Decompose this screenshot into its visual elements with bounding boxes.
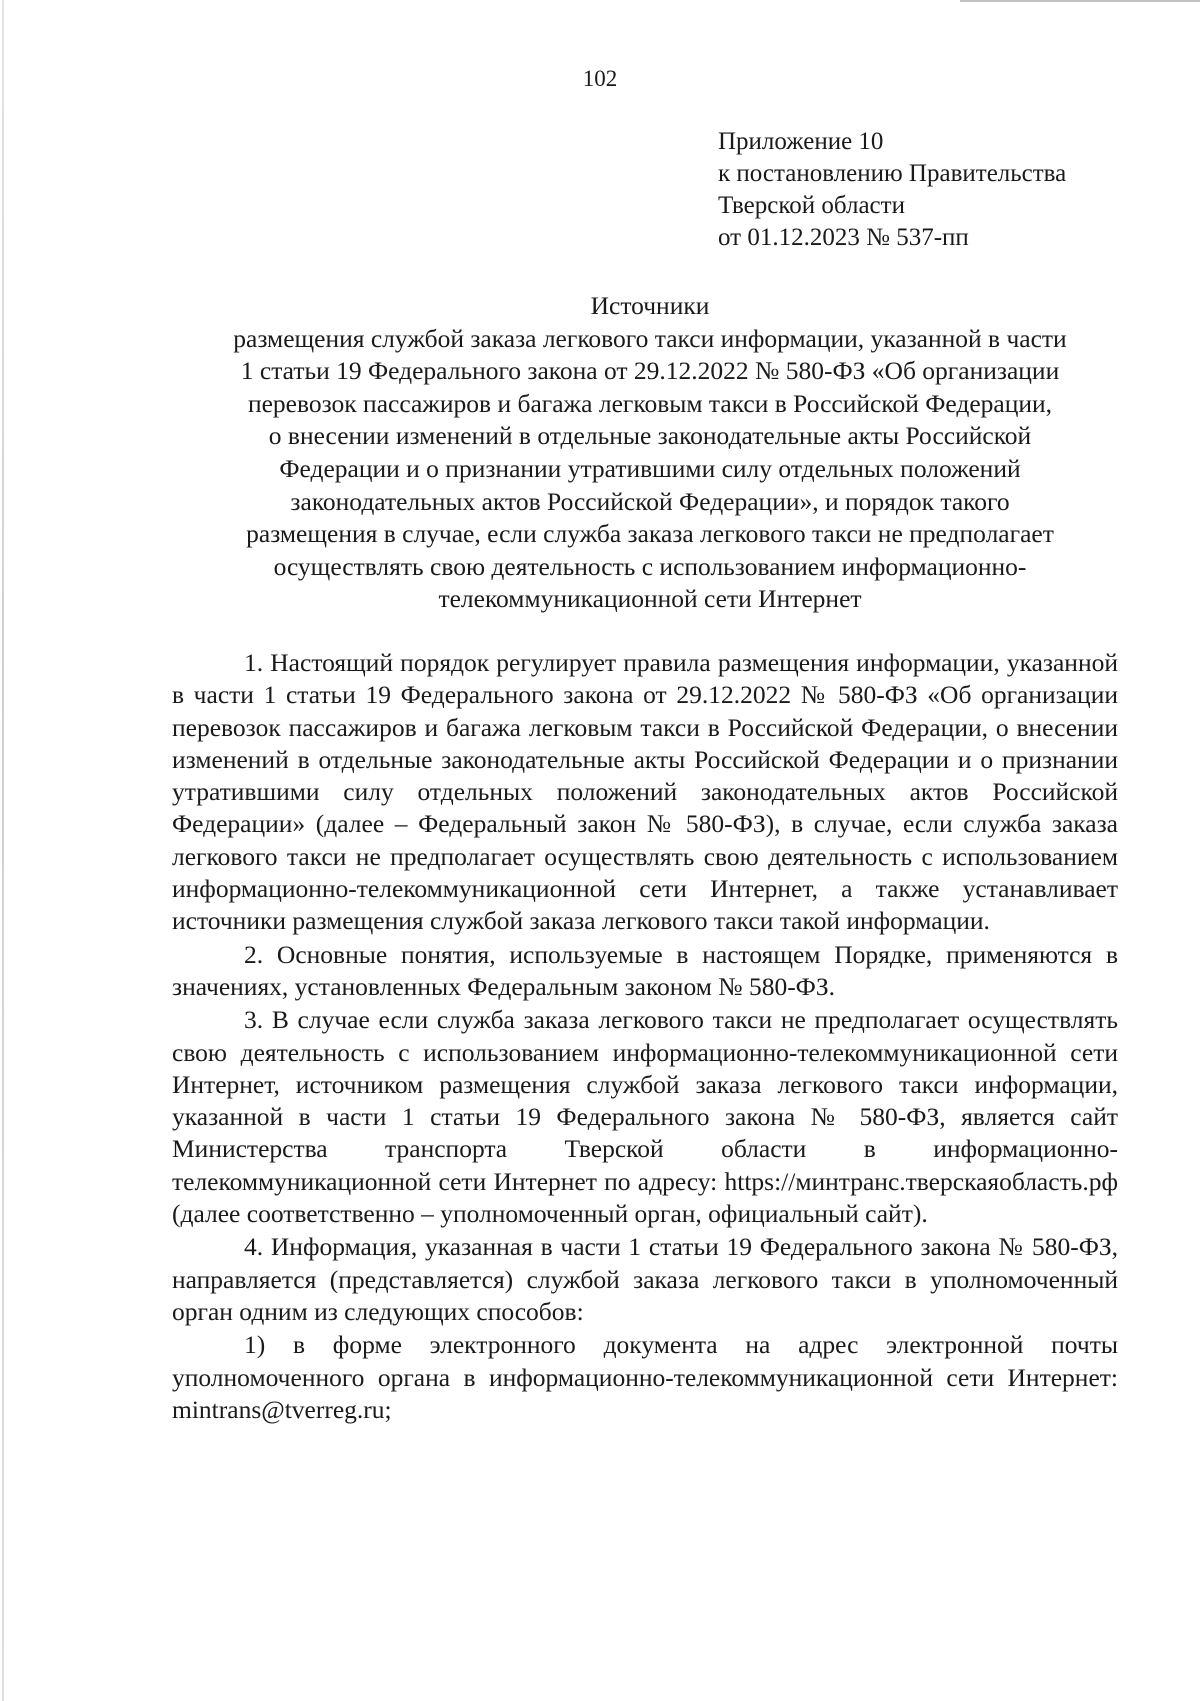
appendix-line-1: Приложение 10: [718, 128, 884, 155]
title-line: осуществлять свою деятельность с использованием информационно-: [273, 551, 1027, 581]
paragraph-3: 3. В случае если служба заказа легкового такси не предполагает осуществлять свою деятельность с использованием информационно-телекоммуникационной сети Интернет, источником размещения службой заказа легкового такси информации, указанной в части 1 статьи 19 Федерального закона № 580-ФЗ, является сайт Министерства транспорта Тверской области в информационно-телекоммуникационной сети Интернет по адресу: https://минтранс.тверскаяобласть.рф (далее соответственно – уполномоченный орган, официальный сайт).: [172, 1005, 1118, 1229]
title-line: телекоммуникационной сети Интернет: [438, 584, 862, 614]
title-line: Федерации и о признании утратившими силу отдельных положений: [279, 453, 1021, 483]
document-title: [170, 290, 1130, 616]
appendix-line-3: Тверской области: [718, 192, 905, 219]
paragraph-2: 2. Основные понятия, используемые в настоящем Порядке, применяются в значениях, установленных Федеральным законом № 580-ФЗ.: [172, 939, 1118, 1001]
title-line: перевозок пассажиров и багажа легковым такси в Российской Федерации,: [247, 388, 1053, 418]
appendix-line-4: от 01.12.2023 № 537-пп: [718, 224, 969, 251]
title-line: размещения в случае, если служба заказа легкового такси не предполагает: [246, 519, 1054, 549]
appendix-line-2: к постановлению Правительства: [718, 160, 1067, 187]
title-line: о внесении изменений в отдельные законодательные акты Российской: [268, 421, 1032, 451]
appendix-header: [718, 126, 1066, 254]
title-line: размещения службой заказа легкового такси информации, указанной в части: [233, 323, 1067, 353]
title-line: 1 статьи 19 Федерального закона от 29.12.2022 № 580-ФЗ «Об организации: [240, 356, 1060, 386]
title-heading: Источники: [590, 291, 710, 320]
paragraph-1: 1. Настоящий порядок регулирует правила размещения информации, указанной в части 1 статьи 19 Федерального закона от 29.12.2022 № 580-ФЗ «Об организации перевозок пассажиров и багажа легковым такси в Российской Федерации, о внесении изменений в отдельные законодательные акты Российской Федерации и о признании утратившими силу отдельных положений законодательных актов Российской Федерации» (далее – Федеральный закон № 580-ФЗ), в случае, если служба заказа легкового такси не предполагает осуществлять свою деятельность с использованием информационно-телекоммуникационной сети Интернет, а также устанавливает источники размещения службой заказа легкового такси такой информации.: [172, 648, 1118, 936]
scan-edge-top: [960, 0, 1200, 2]
paragraph-4: 4. Информация, указанная в части 1 статьи 19 Федерального закона № 580-ФЗ, направляется (представляется) службой заказа легкового такси в уполномоченный орган одним из следующих способов:: [172, 1232, 1118, 1326]
page-number: 102: [582, 66, 618, 91]
paragraph-4-item-1: 1) в форме электронного документа на адрес электронной почты уполномоченного органа в информационно-телекоммуникационной сети Интернет: mintrans@tverreg.ru;: [172, 1330, 1118, 1424]
scan-edge-left: [2, 0, 4, 1701]
title-line: законодательных актов Российской Федерации», и порядок такого: [290, 486, 1010, 516]
document-body: [172, 647, 1118, 1426]
